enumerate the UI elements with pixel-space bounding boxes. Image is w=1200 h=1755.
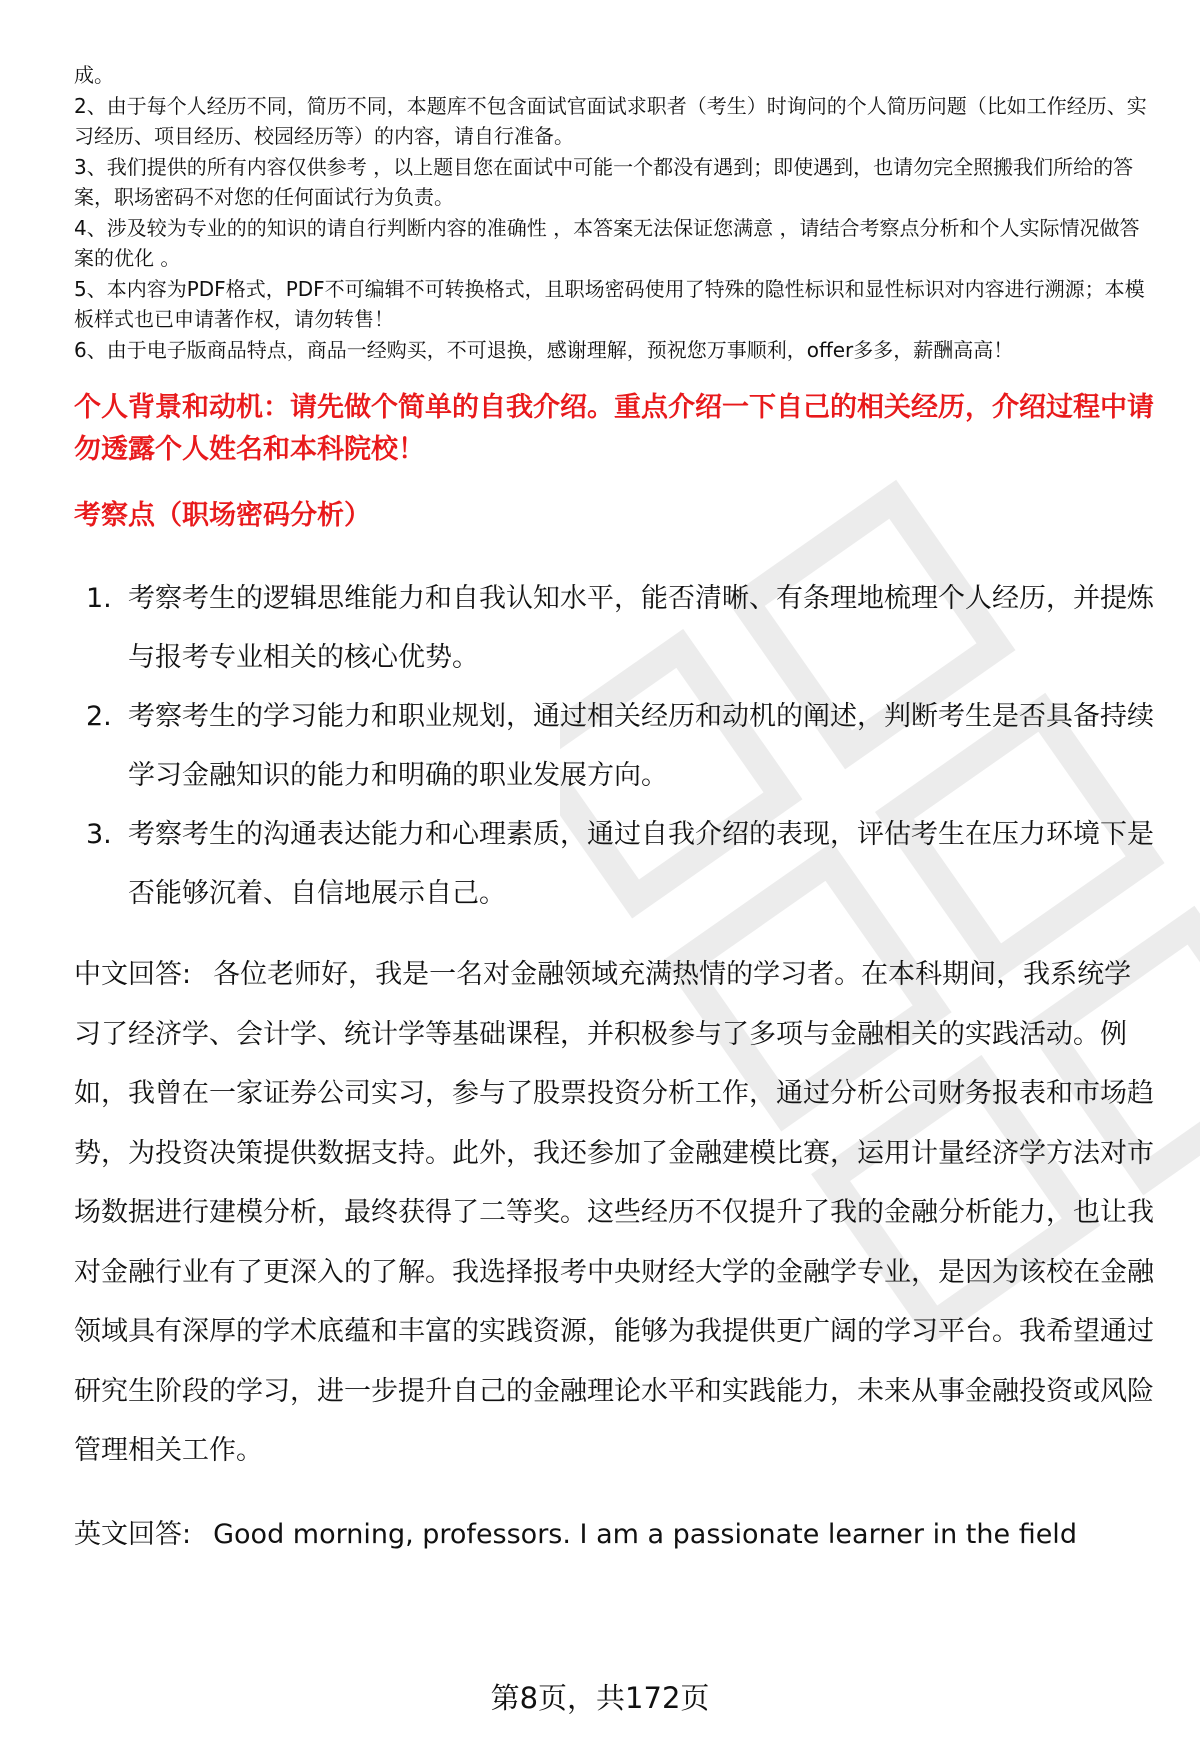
answer-chinese-label: 中文回答: bbox=[74, 959, 192, 990]
point-number: 1. bbox=[86, 583, 112, 614]
point-text: 考察考生的学习能力和职业规划，通过相关经历和动机的阐述，判断考生是否具备持续学习金融知识的能力和明确的职业发展方向。 bbox=[128, 701, 1154, 791]
note-item: 成。 bbox=[74, 63, 114, 87]
answer-english bbox=[74, 1505, 1156, 1565]
answer-english-text: Good morning, professors. I am a passionate learner in the field bbox=[213, 1518, 1077, 1550]
question-title: 个人背景和动机：请先做个简单的自我介绍。重点介绍一下自己的相关经历，介绍过程中请勿透露个人姓名和本科院校！ bbox=[74, 392, 1154, 465]
analysis-point bbox=[74, 687, 1156, 805]
answer-chinese-text: 各位老师好，我是一名对金融领域充满热情的学习者。在本科期间，我系统学习了经济学、会计学、统计学等基础课程，并积极参与了多项与金融相关的实践活动。例如，我曾在一家证券公司实习，参与了股票投资分析工作，通过分析公司财务报表和市场趋势，为投资决策提供数据支持。此外，我还参加了金融建模比赛，运用计量经济学方法对市场数据进行建模分析，最终获得了二等奖。这些经历不仅提升了我的金融分析能力，也让我对金融行业有了更深入的了解。我选择报考中央财经大学的金融学专业，是因为该校在金融领域具有深厚的学术底蕴和丰富的实践资源，能够为我提供更广阔的学习平台。我希望通过研究生阶段的学习，进一步提升自己的金融理论水平和实践能力，未来从事金融投资或风险管理相关工作。 bbox=[74, 959, 1154, 1466]
point-number: 2. bbox=[86, 701, 112, 732]
point-text: 考察考生的逻辑思维能力和自我认知水平，能否清晰、有条理地梳理个人经历，并提炼与报考专业相关的核心优势。 bbox=[128, 583, 1154, 673]
notes-section bbox=[74, 60, 1156, 365]
analysis-point bbox=[74, 569, 1156, 687]
point-text: 考察考生的沟通表达能力和心理素质，通过自我介绍的表现，评估考生在压力环境下是否能够沉着、自信地展示自己。 bbox=[128, 819, 1154, 909]
document-page bbox=[74, 60, 1156, 1564]
note-item: 3、我们提供的所有内容仅供参考 ，以上题目您在面试中可能一个都没有遇到；即使遇到，也请勿完全照搬我们所给的答案，职场密码不对您的任何面试行为负责。 bbox=[74, 154, 1134, 209]
analysis-title: 考察点（职场密码分析） bbox=[74, 500, 371, 531]
analysis-points bbox=[74, 569, 1156, 923]
answer-english-label: 英文回答: bbox=[74, 1518, 192, 1550]
point-number: 3. bbox=[86, 819, 112, 850]
note-item: 4、涉及较为专业的的知识的请自行判断内容的准确性 ，本答案无法保证您满意 ，请结合考察点分析和个人实际情况做答案的优化 。 bbox=[74, 215, 1140, 270]
note-item: 5、本内容为PDF格式，PDF不可编辑不可转换格式，且职场密码使用了特殊的隐性标识和显性标识对内容进行溯源；本模板样式也已申请著作权，请勿转售！ bbox=[74, 276, 1145, 331]
page-number-footer: 第8页，共172页 bbox=[490, 1681, 710, 1715]
answer-chinese bbox=[74, 945, 1156, 1481]
analysis-point bbox=[74, 805, 1156, 923]
note-item: 6、由于电子版商品特点，商品一经购买，不可退换，感谢理解，预祝您万事顺利，offer多多，薪酬高高！ bbox=[74, 337, 1014, 362]
note-item: 2、由于每个人经历不同，简历不同，本题库不包含面试官面试求职者（考生）时询问的个人简历问题（比如工作经历、实习经历、项目经历、校园经历等）的内容，请自行准备。 bbox=[74, 93, 1147, 148]
